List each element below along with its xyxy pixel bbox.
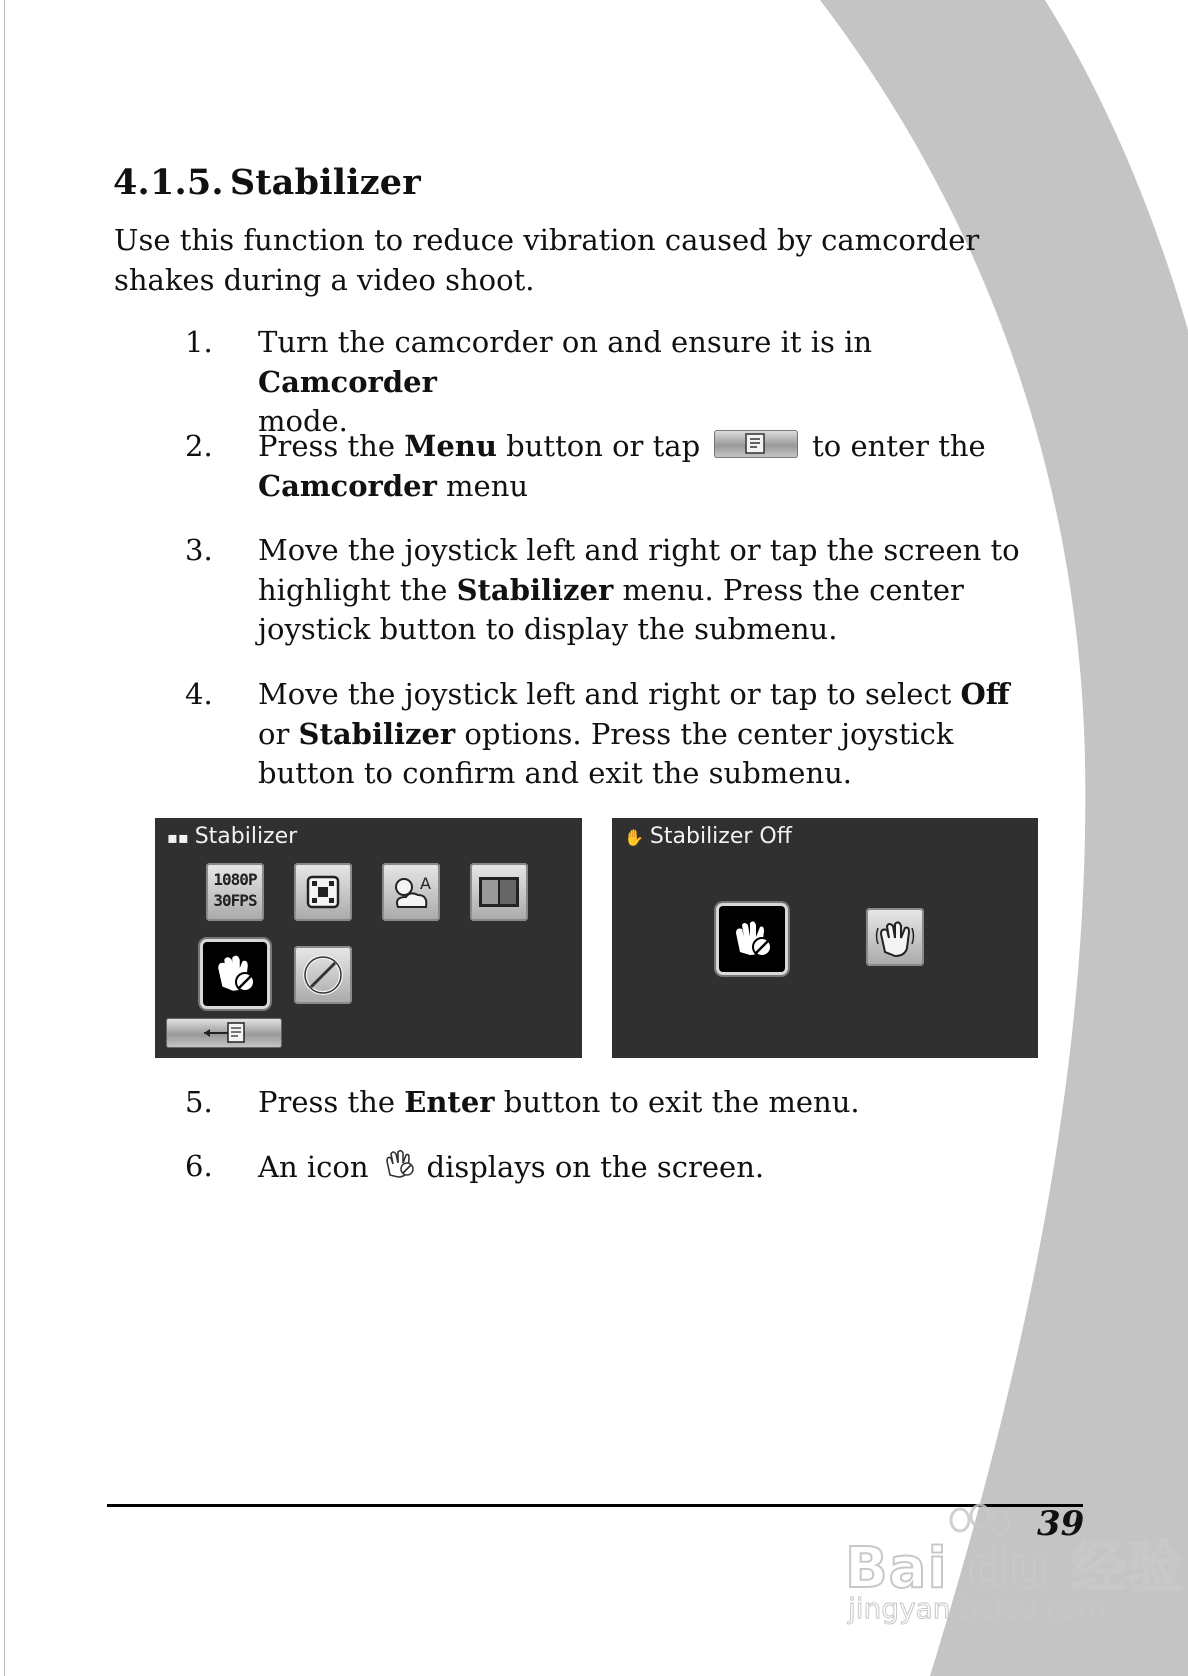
left-margin-line <box>4 0 5 1676</box>
stabilizer-status-icon <box>381 1147 417 1181</box>
white-balance-icon <box>382 863 440 921</box>
section-heading <box>113 162 421 203</box>
menu-button-icon <box>714 430 798 458</box>
stabilizer-icon-selected <box>203 942 267 1006</box>
page-number: 39 <box>1037 1504 1085 1544</box>
back-menu-button[interactable] <box>166 1018 282 1048</box>
camcorder-mode-icon: ▪▪ <box>167 828 189 847</box>
night-mode-off-icon <box>294 946 352 1004</box>
step-number: 2. <box>185 429 213 463</box>
stabilizer-submenu-screenshot <box>612 818 1038 1058</box>
step-text: Move the joystick left and right or tap to select Off or Stabilizer options. Press the center joystick button to confirm and exit the submenu. <box>258 677 1010 790</box>
step-number: 3. <box>185 533 213 567</box>
screen-title: ▪▪ Stabilizer <box>167 824 298 849</box>
step-text: Turn the camcorder on and ensure it is in Camcorder mode. <box>258 325 873 438</box>
step-number: 5. <box>185 1085 213 1119</box>
metering-icon <box>294 863 352 921</box>
camcorder-menu-screenshot <box>155 818 582 1058</box>
step-text: An icon displays on the screen. <box>258 1147 1048 1188</box>
step-text: Press the Enter button to exit the menu. <box>258 1085 860 1119</box>
watermark-url: jingyan.baidu.com <box>848 1592 1107 1625</box>
effect-icon <box>470 863 528 921</box>
step-number: 6. <box>185 1149 213 1183</box>
stabilizer-on-option[interactable] <box>866 908 924 966</box>
step-number: 4. <box>185 677 213 711</box>
step-number: 1. <box>185 325 213 359</box>
watermark-logo-text: Bai du 经验 <box>845 1536 1185 1601</box>
screen-title: ✋ Stabilizer Off <box>624 824 792 849</box>
step-text: Press the Menu button or tap to enter the Camcorder menu <box>258 429 986 503</box>
step-text: Move the joystick left and right or tap the screen to highlight the Stabilizer menu. Press the center joystick button to display the submenu. <box>258 533 1020 646</box>
intro-paragraph: Use this function to reduce vibration caused by camcorder shakes during a video shoot. <box>114 223 980 297</box>
stabilizer-off-option[interactable] <box>719 906 785 972</box>
resolution-icon: 1080P 30FPS <box>206 863 264 921</box>
section-number: 4.1.5. <box>113 162 224 203</box>
section-title: Stabilizer <box>229 162 421 203</box>
stabilizer-off-small-icon: ✋ <box>624 828 644 847</box>
svg-text:A: A <box>420 874 431 893</box>
